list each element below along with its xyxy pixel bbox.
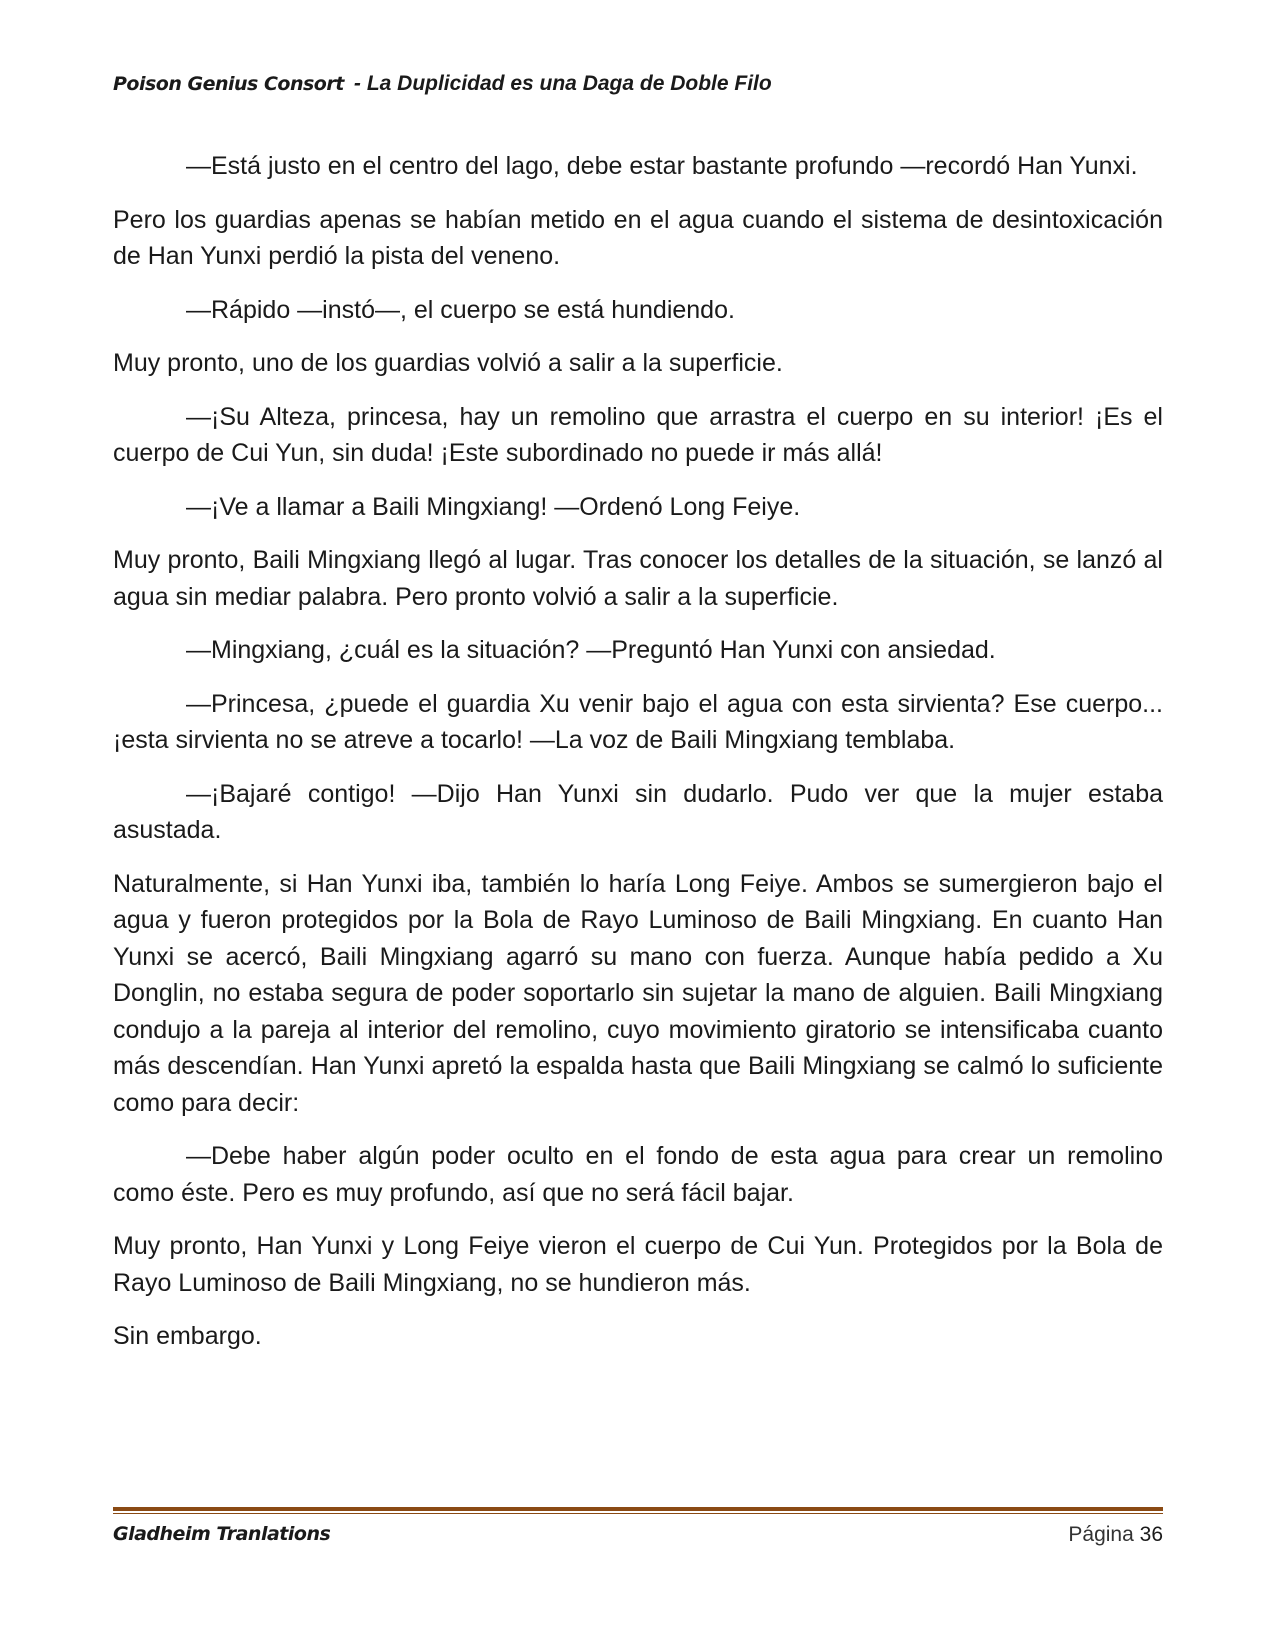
footer-rule-thin: [113, 1513, 1163, 1514]
translator-credit: Gladheim Tranlations: [113, 1523, 331, 1545]
paragraph: —Mingxiang, ¿cuál es la situación? —Preguntó Han Yunxi con ansiedad.: [186, 636, 996, 664]
paragraph: —Debe haber algún poder oculto en el fondo de esta agua para crear un remolino como éste. Pero es muy profundo, así que no será fácil bajar.: [113, 1142, 1163, 1207]
paragraph: —¡Bajaré contigo! —Dijo Han Yunxi sin dudarlo. Pudo ver que la mujer estaba asustada.: [113, 779, 1163, 844]
paragraph: Muy pronto, Baili Mingxiang llegó al lugar. Tras conocer los detalles de la situación, se lanzó al agua sin mediar palabra. Pero pronto volvió a salir a la superficie.: [113, 546, 1163, 611]
page-number: 36: [1139, 1523, 1163, 1546]
body-text: [113, 148, 1163, 1372]
header-separator: -: [353, 72, 361, 95]
page-header: [113, 72, 1163, 96]
page-label: Página: [1068, 1523, 1134, 1546]
series-title: Poison Genius Consort: [113, 73, 344, 95]
paragraph: —Rápido —instó—, el cuerpo se está hundiendo.: [186, 295, 735, 324]
paragraph: —Princesa, ¿puede el guardia Xu venir bajo el agua con esta sirvienta? Ese cuerpo... ¡esta sirvienta no se atreve a tocarlo! —La voz de Baili Mingxiang temblaba.: [113, 689, 1163, 754]
page-footer: [113, 1523, 1163, 1553]
paragraph: Muy pronto, Han Yunxi y Long Feiye vieron el cuerpo de Cui Yun. Protegidos por la Bola de Rayo Luminoso de Baili Mingxiang, no se hundieron más.: [113, 1232, 1163, 1297]
paragraph: Pero los guardias apenas se habían metido en el agua cuando el sistema de desintoxicación de Han Yunxi perdió la pista del veneno.: [113, 205, 1163, 270]
paragraph: —¡Ve a llamar a Baili Mingxiang! —Ordenó Long Feiye.: [186, 492, 801, 521]
paragraph: Naturalmente, si Han Yunxi iba, también lo haría Long Feiye. Ambos se sumergieron bajo el agua y fueron protegidos por la Bola de Rayo Luminoso de Baili Mingxiang. En cuanto Han Yunxi se acercó, Baili Mingxiang agarró su mano con fuerza. Aunque había pedido a Xu Donglin, no estaba segura de poder soportarlo sin sujetar la mano de alguien. Baili Mingxiang condujo a la pareja al interior del remolino, cuyo movimiento giratorio se intensificaba cuanto más descendían. Han Yunxi apretó la espalda hasta que Baili Mingxiang se calmó lo suficiente como para decir:: [113, 869, 1163, 1117]
page-indicator: [1068, 1523, 1163, 1547]
footer-rule: [113, 1507, 1163, 1515]
footer-rule-thick: [113, 1507, 1163, 1511]
paragraph: —¡Su Alteza, princesa, hay un remolino que arrastra el cuerpo en su interior! ¡Es el cuerpo de Cui Yun, sin duda! ¡Este subordinado no puede ir más allá!: [113, 402, 1163, 467]
paragraph: —Está justo en el centro del lago, debe estar bastante profundo —recordó Han Yunxi.: [186, 152, 1138, 180]
paragraph: Sin embargo.: [113, 1322, 262, 1350]
paragraph: Muy pronto, uno de los guardias volvió a salir a la superficie.: [113, 349, 783, 377]
chapter-title: La Duplicidad es una Daga de Doble Filo: [366, 72, 772, 95]
